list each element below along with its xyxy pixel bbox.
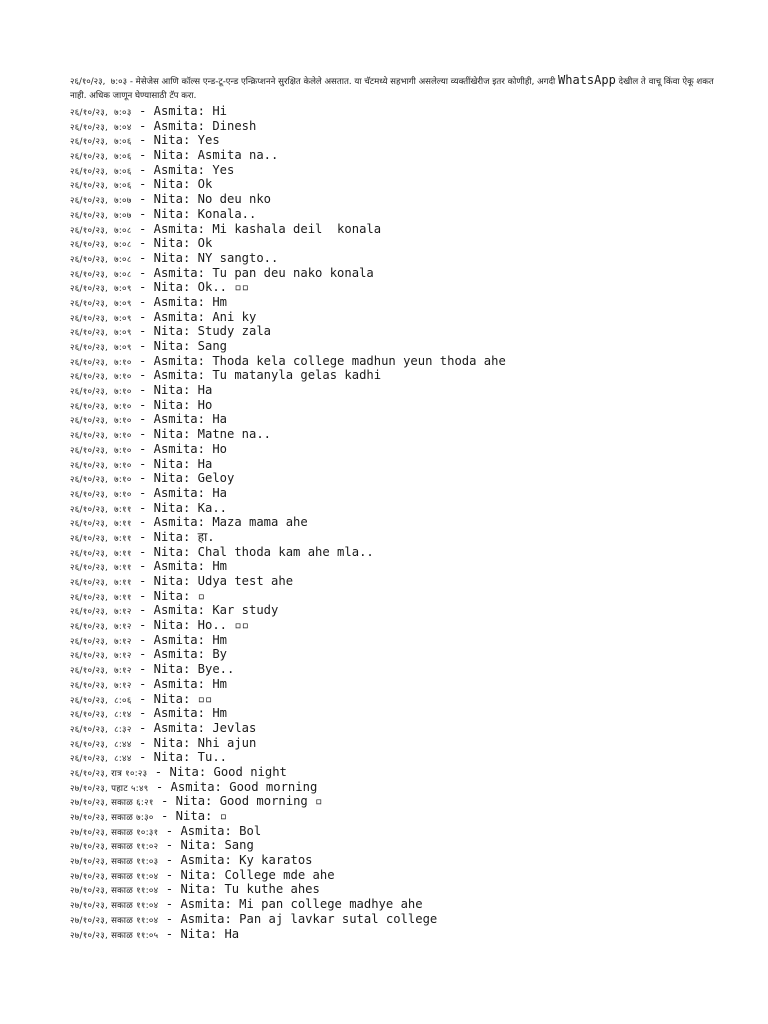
message-date-time: २६/१०/२३, ७:१० [70,372,132,383]
message-date-time: २६/१०/२३, ७:०४ [70,122,132,133]
message-line [70,853,730,868]
message-text: - Asmita: Ha [131,412,227,427]
message-line [70,545,730,560]
message-text: - Asmita: Jevlas [131,720,257,735]
message-text: - Nita: Geloy [131,471,235,486]
message-line [70,339,730,354]
message-text: - Nita: Konala.. [131,206,257,221]
message-line [70,824,730,839]
message-line [70,119,730,134]
message-text: - Nita: Sang [158,838,254,853]
message-text: - Nita: ▫ [153,809,228,823]
message-text: - Nita: Ha [131,383,213,398]
message-line [70,868,730,883]
message-text: - Nita: Sang [131,339,227,353]
message-date-time: २६/१०/२३, ७:०७ [70,196,132,207]
message-line [70,368,730,383]
message-line [70,236,730,251]
message-date-time: २७/१०/२३, सकाळ १०:३१ [70,827,159,838]
message-line [70,133,730,148]
message-date-time: २७/१०/२३, सकाळ ११:०४ [70,886,159,897]
message-text: - Asmita: Hm [131,559,227,574]
message-text: - Nita: College mde ahe [158,867,335,882]
message-text: - Nita: Ha [131,456,213,471]
message-text: - Asmita: Good morning [148,779,318,794]
message-line [70,310,730,325]
message-line [70,633,730,648]
message-date-time: २६/१०/२३, ७:०८ [70,269,132,280]
message-text: - Asmita: Hm [131,676,227,691]
message-text: - Asmita: Mi kashala deil konala [131,221,382,236]
message-line [70,794,730,809]
message-line [70,882,730,897]
message-text: - Nita: हा. [131,529,215,544]
message-date-time: २६/१०/२३, ७:११ [70,548,132,559]
message-text: - Asmita: Thoda kela college madhun yeun thoda ahe [131,353,506,368]
encryption-notice [70,73,730,103]
message-date-time: २६/१०/२३, ७:११ [70,533,132,544]
message-date-time: २६/१०/२३, ७:११ [70,563,132,574]
notice-text-part-1: - मेसेजेस आणि कॉल्स एन्ड-टू-एन्ड एन्क्रिप्शनने सुरक्षित केलेले असतात. या चॅटमध्ये सहभागी असलेल्या व्यक्तींखेरीज इतर कोणीही, अगदी [127,77,559,87]
message-line [70,677,730,692]
notice-date-time: २६/१०/२३, ७:०३ [70,77,128,87]
message-line [70,780,730,795]
message-line [70,809,730,824]
message-line [70,912,730,927]
message-text: - Nita: NY sangto.. [131,250,279,265]
message-text: - Nita: Chal thoda kam ahe mla.. [131,544,374,559]
message-line [70,574,730,589]
message-text: - Asmita: Ani ky [131,309,257,324]
message-date-time: २६/१०/२३, ७:०६ [70,181,132,192]
message-line [70,736,730,751]
message-line [70,501,730,516]
message-line [70,457,730,472]
message-line [70,442,730,457]
message-text: - Asmita: Ha [131,485,227,500]
message-date-time: २६/१०/२३, ७:०३ [70,108,132,118]
message-text: - Nita: Bye.. [131,662,235,677]
message-text: - Asmita: Hm [131,632,227,647]
message-line [70,618,730,633]
message-date-time: २६/१०/२३, ७:१२ [70,622,132,633]
message-date-time: २७/१०/२३, सकाळ ११:०२ [70,842,159,853]
message-date-time: २६/१०/२३, ८:४४ [70,754,132,765]
message-list [70,104,730,941]
message-date-time: २६/१०/२३, ७:०६ [70,152,132,163]
message-date-time: २६/१०/२३, ७:१० [70,357,132,368]
message-date-time: २६/१०/२३, ७:१० [70,475,132,486]
message-text: - Nita: Tu.. [131,750,227,765]
message-text: - Asmita: By [131,647,227,662]
message-line [70,207,730,222]
message-date-time: २६/१०/२३, ८:३२ [70,724,132,735]
message-text: - Nita: Nhi ajun [131,735,257,750]
message-date-time: २६/१०/२३, ७:०९ [70,313,132,324]
message-line [70,589,730,604]
message-line [70,163,730,178]
message-line [70,750,730,765]
message-line [70,222,730,237]
notice-text-part-2: देखील ते वाचू किंवा ऐकू शकत नाही. अधिक जाणून घेण्यासाठी टॅप करा. [70,77,717,101]
message-text: - Nita: Good night [147,764,287,779]
message-date-time: २६/१०/२३, ७:१० [70,431,132,442]
message-date-time: २६/१०/२३, ७:१० [70,401,132,412]
message-text: - Nita: Ho.. ▫▫ [131,618,250,633]
message-date-time: २६/१०/२३, ७:११ [70,578,132,588]
message-text: - Nita: Matne na.. [131,427,272,442]
message-date-time: २६/१०/२३, ७:०९ [70,343,132,353]
message-line [70,295,730,310]
message-text: - Nita: Ok.. ▫▫ [131,280,250,295]
message-text: - Nita: Ka.. [131,500,227,515]
message-text: - Asmita: Ky karatos [158,853,313,868]
message-text: - Nita: Udya test ahe [131,574,294,588]
message-line [70,647,730,662]
message-date-time: २६/१०/२३, ७:१० [70,460,132,471]
message-line [70,486,730,501]
message-text: - Nita: ▫ [131,588,205,603]
message-line [70,192,730,207]
message-line [70,559,730,574]
message-line [70,383,730,398]
message-line [70,838,730,853]
message-date-time: २६/१०/२३, ७:११ [70,519,132,530]
message-line [70,412,730,427]
message-text: - Nita: Asmita na.. [131,148,279,163]
message-line [70,706,730,721]
message-text: - Asmita: Tu pan deu nako konala [131,265,374,280]
message-date-time: २६/१०/२३, ७:०७ [70,210,132,221]
message-text: - Nita: ▫▫ [131,691,213,706]
message-date-time: २७/१०/२३, पहाट ५:४९ [70,783,149,794]
message-date-time: २६/१०/२३, ७:११ [70,504,132,515]
message-date-time: २६/१०/२३, ७:०८ [70,225,132,236]
message-date-time: २७/१०/२३, सकाळ ११:०४ [70,901,159,912]
message-text: - Nita: Ha [158,926,240,941]
message-text: - Nita: Good morning ▫ [153,794,323,809]
message-date-time: २७/१०/२३, सकाळ ११:०३ [70,857,159,868]
message-date-time: २६/१०/२३, ७:१२ [70,636,132,647]
message-date-time: २६/१०/२३, ७:१० [70,489,132,500]
message-date-time: २६/१०/२३, ७:०९ [70,328,132,339]
message-date-time: २६/१०/२३, ७:१२ [70,607,132,618]
message-line [70,662,730,677]
message-line [70,530,730,545]
message-date-time: २६/१०/२३, ७:०९ [70,298,132,309]
message-line [70,603,730,618]
message-line [70,104,730,119]
message-line [70,471,730,486]
message-line [70,324,730,339]
message-date-time: २६/१०/२३, ७:१२ [70,651,132,662]
message-line [70,177,730,192]
message-text: - Asmita: Tu matanyla gelas kadhi [131,368,382,383]
message-text: - Nita: Yes [131,133,220,148]
message-text: - Asmita: Mi pan college madhye ahe [158,897,423,912]
message-date-time: २७/१०/२३, सकाळ ११:०५ [70,930,159,941]
message-date-time: २६/१०/२३, ७:०६ [70,166,132,177]
message-text: - Asmita: Hm [131,706,227,721]
message-text: - Nita: Ok [131,177,213,192]
message-date-time: २६/१०/२३, ७:०८ [70,240,132,251]
message-date-time: २६/१०/२३, ७:११ [70,592,132,603]
message-line [70,280,730,295]
message-text: - Nita: No deu nko [131,192,272,207]
message-date-time: २६/१०/२३, ७:०९ [70,284,132,295]
message-text: - Nita: Ho [131,397,213,412]
message-text: - Asmita: Hm [131,294,227,309]
message-text: - Asmita: Maza mama ahe [131,515,308,530]
message-date-time: २७/१०/२३, सकाळ ११:०४ [70,871,159,882]
message-date-time: २६/१०/२३, ८:१४ [70,710,132,721]
message-line [70,427,730,442]
message-date-time: २६/१०/२३, ७:१२ [70,680,132,691]
message-date-time: २६/१०/२३, ७:१० [70,387,132,398]
message-line [70,897,730,912]
message-text: - Asmita: Pan aj lavkar sutal college [158,911,438,926]
message-line [70,148,730,163]
message-date-time: २७/१०/२३, सकाळ ७:३० [70,813,154,823]
message-date-time: २६/१०/२३, ७:१२ [70,666,132,677]
message-line [70,765,730,780]
message-text: - Asmita: Yes [131,162,235,177]
message-date-time: २६/१०/२३, ७:१० [70,416,132,427]
message-line [70,721,730,736]
message-date-time: २६/१०/२३, ७:०८ [70,254,132,265]
message-text: - Asmita: Dinesh [131,118,257,133]
message-line [70,354,730,369]
message-line [70,515,730,530]
message-line [70,927,730,942]
message-date-time: २७/१०/२३, सकाळ ११:०४ [70,915,159,926]
message-text: - Nita: Tu kuthe ahes [158,882,320,897]
message-text: - Nita: Study zala [131,324,272,339]
whatsapp-name: WhatsApp [558,73,616,87]
message-date-time: २६/१०/२३, ८:४४ [70,739,132,750]
message-text: - Asmita: Hi [131,104,227,118]
message-date-time: २६/१०/२३, ७:१० [70,445,132,456]
message-text: - Asmita: Bol [158,823,262,838]
message-line [70,266,730,281]
message-line [70,398,730,413]
chat-export-document [70,73,730,941]
message-date-time: २६/१०/२३, रात्र १०:२३ [70,768,148,779]
message-date-time: २६/१०/२३, ८:०६ [70,695,132,706]
message-line [70,251,730,266]
message-text: - Nita: Ok [131,236,213,251]
message-line [70,692,730,707]
message-text: - Asmita: Kar study [131,603,279,618]
message-date-time: २७/१०/२३, सकाळ ६:२१ [70,798,154,809]
message-date-time: २६/१०/२३, ७:०६ [70,137,132,148]
message-text: - Asmita: Ho [131,441,227,456]
